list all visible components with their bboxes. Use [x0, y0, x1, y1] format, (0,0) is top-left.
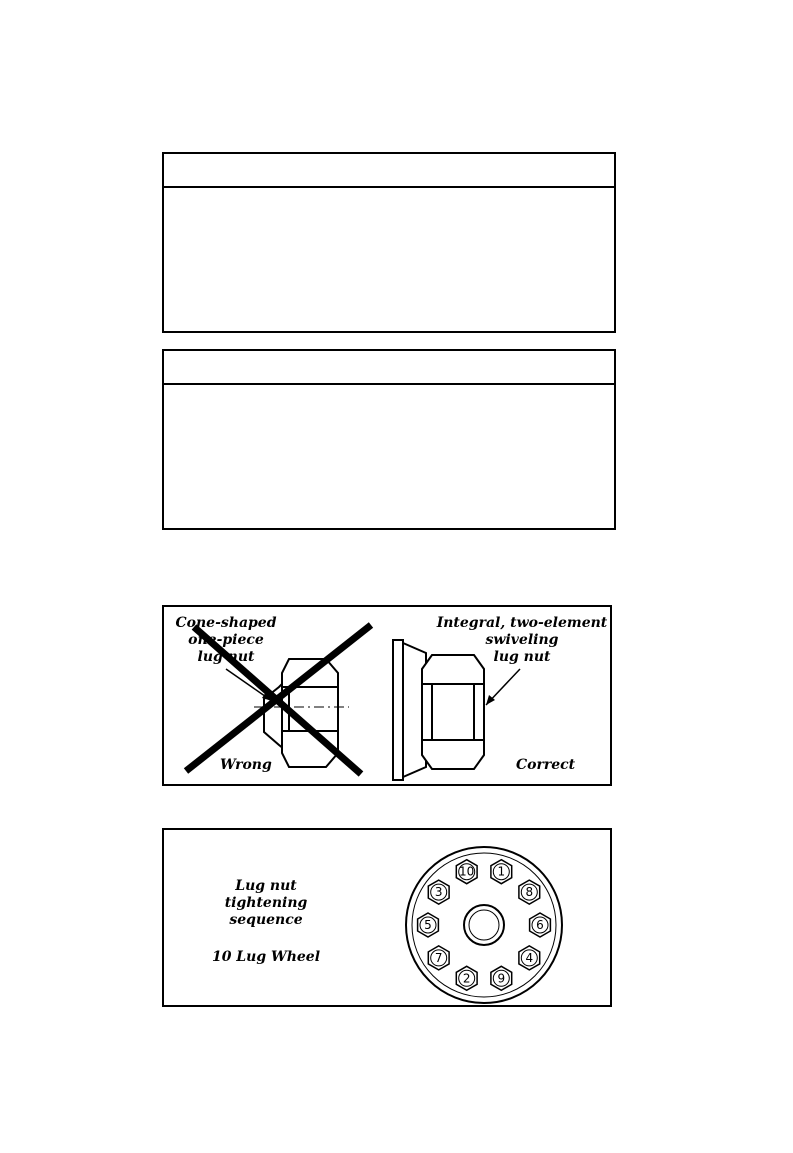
- swivel-nut-label-line-3: lug nut: [493, 649, 551, 665]
- correct-caption: Correct: [516, 757, 576, 773]
- lug-stud-number: 9: [497, 971, 506, 986]
- wrong-caption: Wrong: [220, 757, 272, 773]
- tightening-sequence-figure: [162, 828, 612, 1007]
- lug-stud-number: 8: [525, 885, 534, 900]
- lug-stud-number: 2: [462, 971, 471, 986]
- tightening-sequence-illustration: [164, 830, 614, 1009]
- lug-nut-types-figure: [162, 605, 612, 786]
- caution-box-header: [164, 351, 614, 385]
- warning-box: [162, 152, 616, 333]
- lug-stud-number: 4: [525, 950, 534, 965]
- sequence-caption-line-3: sequence: [229, 912, 303, 928]
- lug-stud-number: 5: [424, 918, 432, 932]
- lug-stud-number: 7: [434, 950, 443, 965]
- caution-box-body: [164, 385, 614, 528]
- sequence-caption-line-1: Lug nut: [235, 878, 297, 894]
- lug-stud-number: 10: [459, 864, 475, 879]
- lug-stud-number: 6: [536, 918, 544, 932]
- wheel-hub: [464, 905, 504, 945]
- cone-nut-label-line-1: Cone-shaped: [175, 615, 277, 631]
- lug-stud-number: 3: [434, 885, 443, 900]
- lug-nut-types-illustration: [164, 607, 614, 788]
- cone-nut-label-line-2: one-piece: [188, 632, 264, 648]
- warning-box-body: [164, 188, 614, 331]
- cone-nut-label-line-3: lug nut: [197, 649, 255, 665]
- sequence-caption-line-2: tightening: [224, 895, 308, 911]
- swivel-nut-label-line-1: Integral, two-element: [436, 615, 608, 631]
- lug-stud-number: 1: [497, 864, 506, 879]
- caution-box: [162, 349, 616, 530]
- warning-box-header: [164, 154, 614, 188]
- wheel-label: 10 Lug Wheel: [211, 949, 321, 965]
- swivel-nut-label-line-2: swiveling: [485, 632, 559, 648]
- swivel-nut-drawing: [393, 640, 484, 780]
